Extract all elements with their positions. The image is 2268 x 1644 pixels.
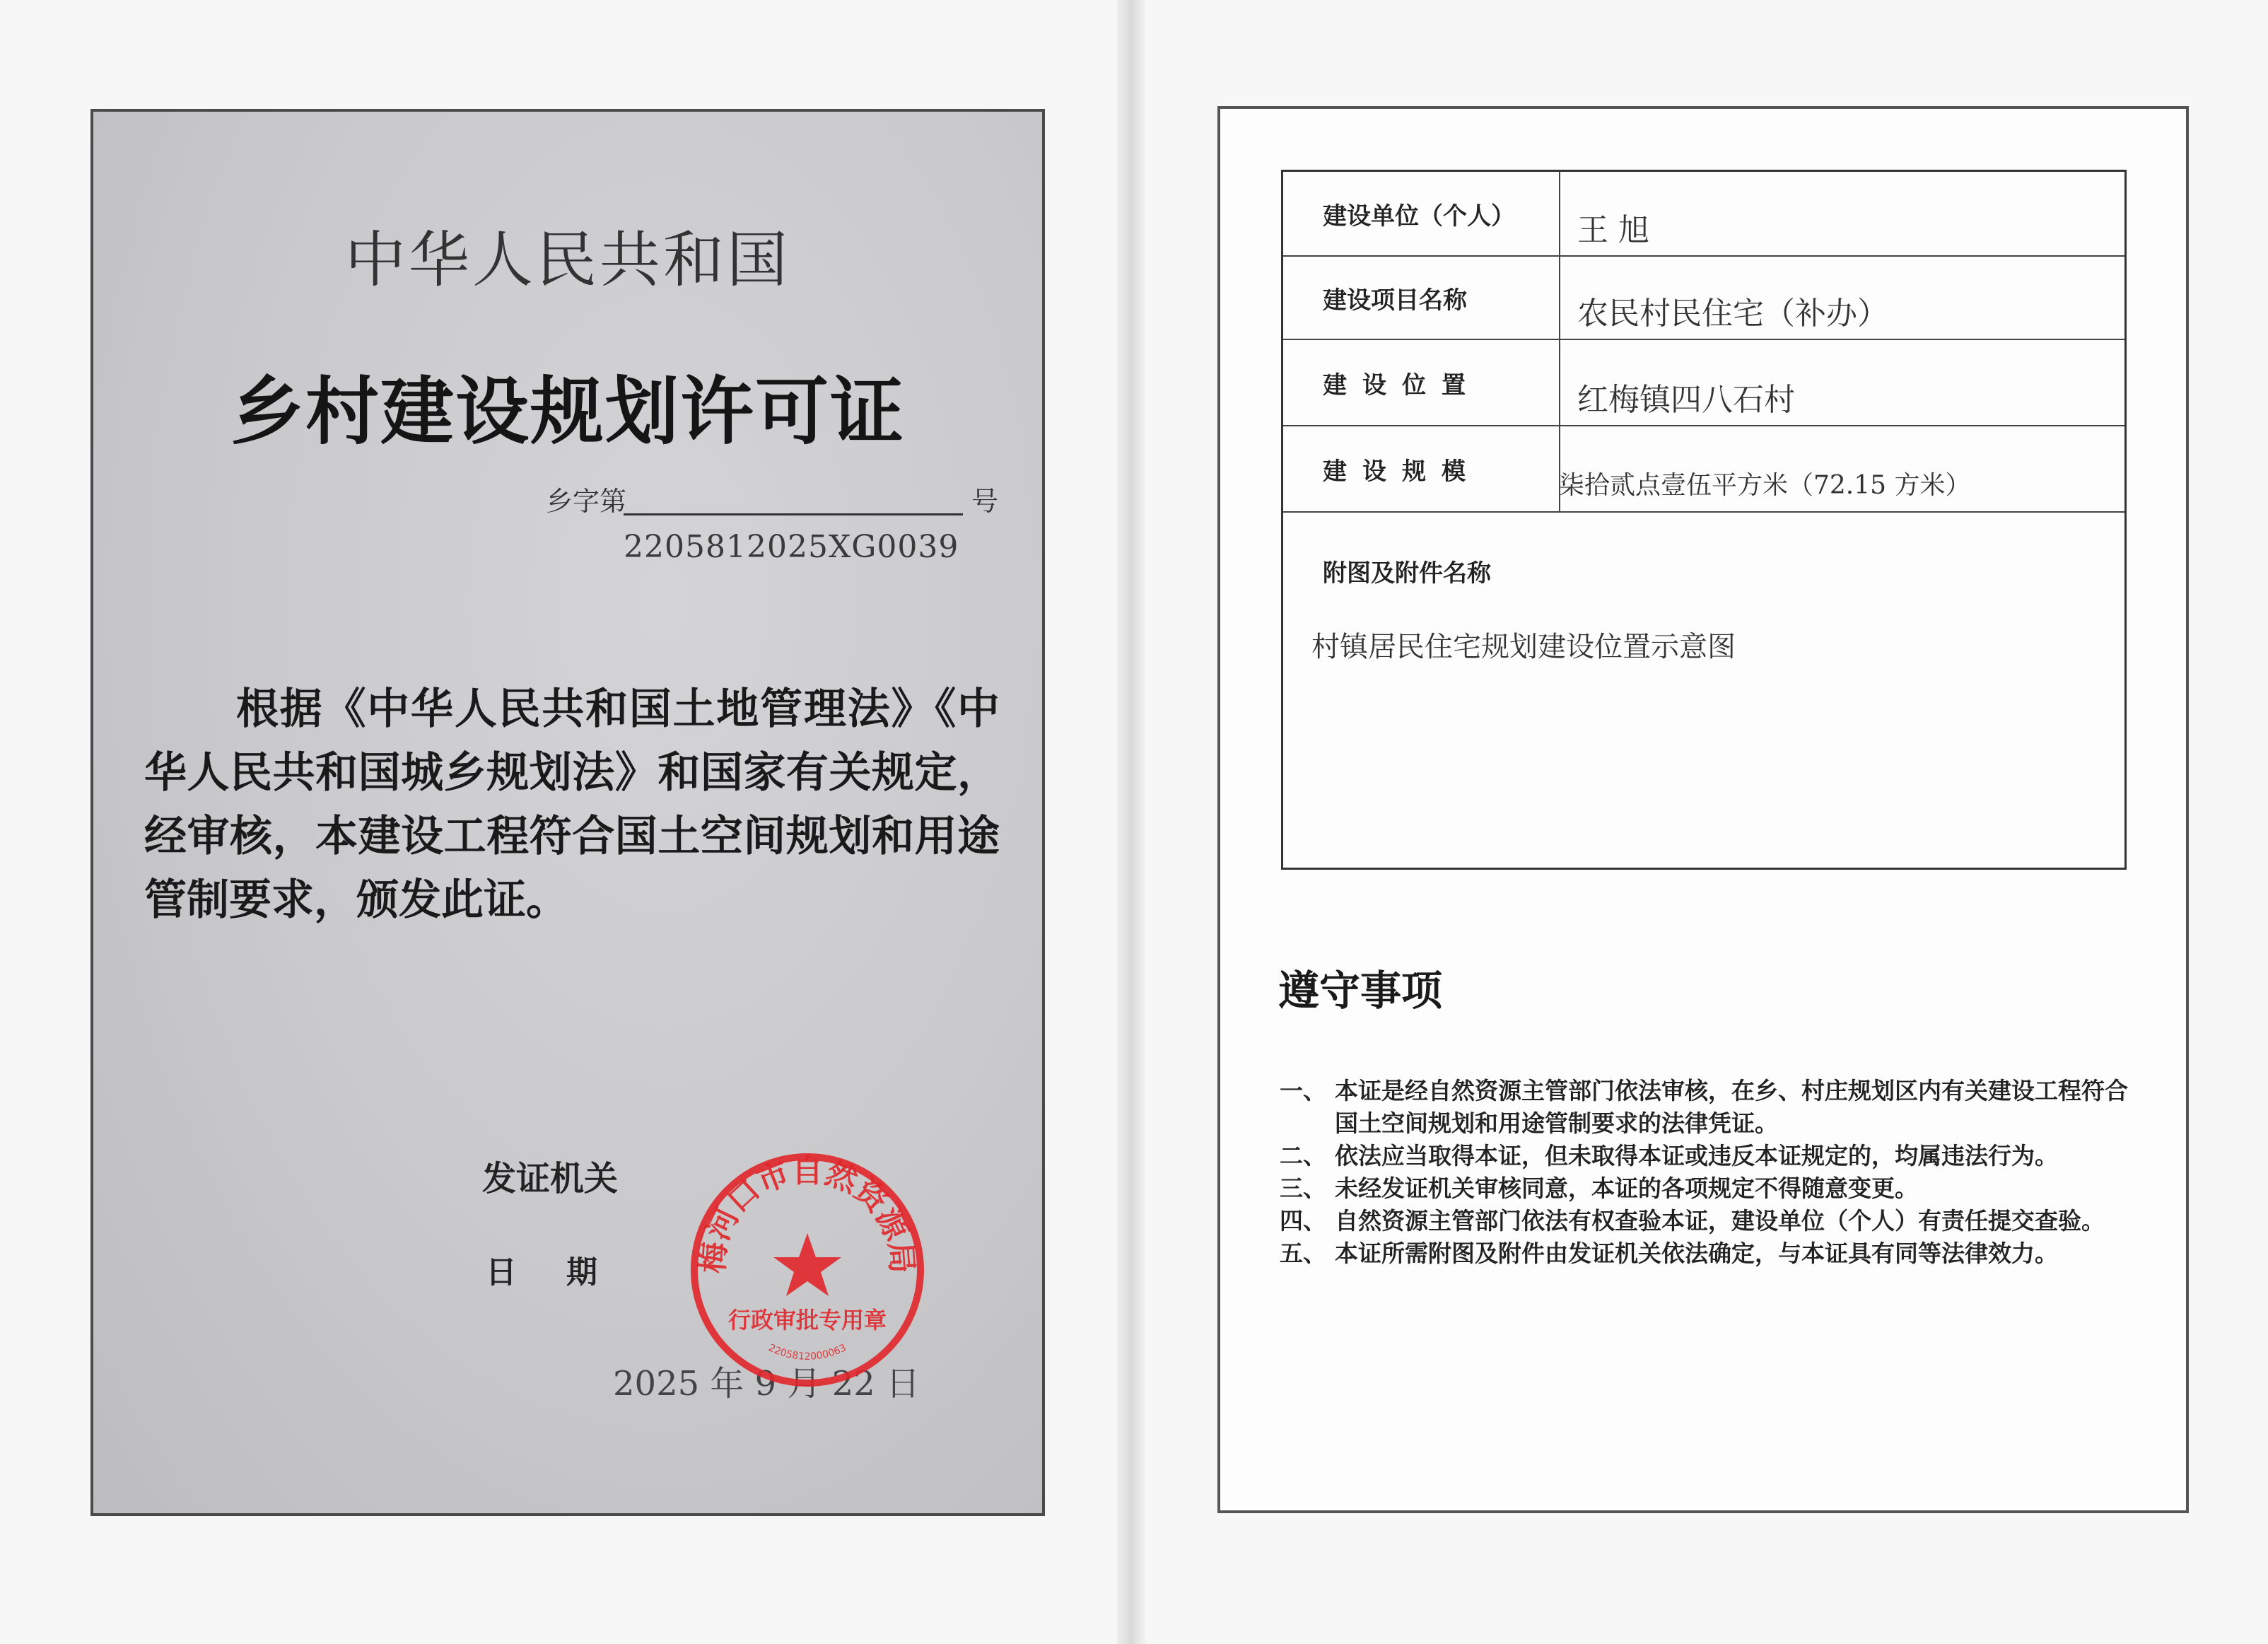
- svg-text:2205812000063: 2205812000063: [766, 1342, 848, 1363]
- svg-text:梅河口市自然资源局: 梅河口市自然资源局: [694, 1153, 920, 1275]
- notice-text: 依法应当取得本证，但未取得本证或违反本证规定的，均属违法行为。: [1335, 1142, 2058, 1170]
- list-item: [1280, 1075, 2128, 1140]
- notice-text: 本证是经自然资源主管部门依法审核，在乡、村庄规划区内有关建设工程符合国土空间规划和用途管制要求的法律凭证。: [1335, 1077, 2128, 1137]
- svg-text:行政审批专用章: 行政审批专用章: [727, 1307, 887, 1334]
- notice-text: 未经发证机关审核同意，本证的各项规定不得随意变更。: [1335, 1174, 1918, 1202]
- attachments-value: 村镇居民住宅规划建设位置示意图: [1311, 631, 1736, 663]
- notice-number: 三、: [1280, 1174, 1326, 1202]
- table-row-applicant: [1283, 172, 2124, 257]
- scale-label: 建设规模: [1283, 426, 1560, 511]
- notice-list: [1280, 1075, 2128, 1270]
- certificate-detail-page: [1217, 106, 2189, 1513]
- table-row-scale: [1283, 426, 2124, 513]
- certificate-number-suffix: 号: [971, 486, 999, 517]
- issuer-label: 发证机关: [482, 1159, 619, 1199]
- certificate-number-underline: [624, 513, 963, 515]
- country-name: 中华人民共和国: [345, 225, 790, 296]
- list-item: [1280, 1172, 2128, 1205]
- list-item: [1280, 1140, 2128, 1172]
- issue-date: 2025 年 9 月 22 日: [613, 1364, 920, 1404]
- notice-number: 四、: [1280, 1207, 1326, 1235]
- official-seal-stamp: [687, 1150, 928, 1390]
- notice-text: 自然资源主管部门依法有权查验本证，建设单位（个人）有责任提交查验。: [1335, 1207, 2105, 1235]
- attachments-label: 附图及附件名称: [1323, 559, 1491, 588]
- applicant-value: 王 旭: [1577, 212, 1649, 248]
- page-fold: [1117, 0, 1145, 1644]
- project-info-table: [1281, 170, 2127, 870]
- certificate-body-text: 根据《中华人民共和国土地管理法》《中华人民共和国城乡规划法》和国家有关规定，经审核，本建设工程符合国土空间规划和用途管制要求，颁发此证。: [144, 684, 1000, 925]
- project-name-label: 建设项目名称: [1283, 257, 1560, 339]
- location-value: 红梅镇四八石村: [1577, 382, 1795, 418]
- table-row-location: [1283, 340, 2124, 426]
- date-label: 日期: [486, 1254, 647, 1290]
- notice-number: 一、: [1280, 1077, 1326, 1104]
- notice-title: 遵守事项: [1278, 967, 1443, 1015]
- notice-number: 二、: [1280, 1142, 1326, 1170]
- certificate-title: 乡村建设规划许可证: [230, 368, 905, 455]
- notice-text: 本证所需附图及附件由发证机关依法确定，与本证具有同等法律效力。: [1335, 1240, 2058, 1267]
- list-item: [1280, 1237, 2128, 1270]
- certificate-front-page: [90, 109, 1045, 1516]
- scale-value: 柒拾贰点壹伍平方米（72.15 方米）: [1559, 471, 1971, 500]
- list-item: [1280, 1205, 2128, 1237]
- certificate-number-row: [546, 479, 999, 522]
- certificate-number-prefix: 乡字第: [546, 486, 627, 517]
- project-name-value: 农民村民住宅（补办）: [1577, 296, 1888, 332]
- certificate-number: 2205812025XG0039: [624, 529, 959, 565]
- table-row-project-name: [1283, 257, 2124, 340]
- location-label: 建设位置: [1283, 340, 1560, 425]
- notice-number: 五、: [1280, 1240, 1326, 1267]
- applicant-label: 建设单位（个人）: [1283, 172, 1560, 255]
